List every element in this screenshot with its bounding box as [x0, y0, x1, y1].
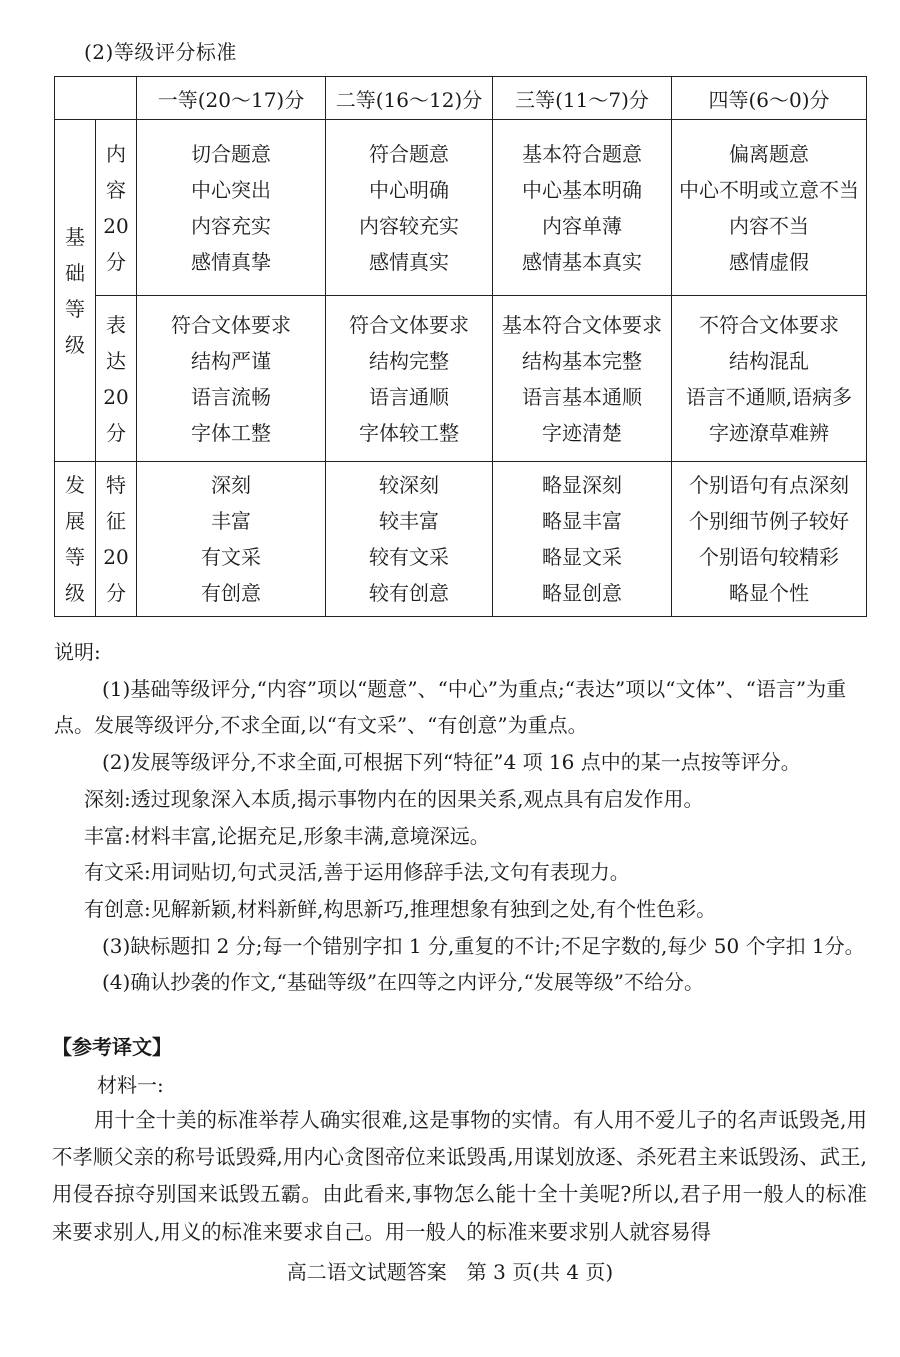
table-row: [55, 296, 867, 462]
table-cell: 符合文体要求 结构严谨 语言流畅 字体工整: [137, 296, 326, 462]
material-title: 材料一:: [97, 1073, 164, 1097]
sub-label-content: 内 容 20 分: [96, 120, 137, 296]
table-cell: 个别语句有点深刻 个别细节例子较好 个别语句较精彩 略显个性: [672, 462, 867, 617]
table-cell: 符合题意 中心明确 内容较充实 感情真实: [326, 120, 493, 296]
table-cell: 偏离题意 中心不明或立意不当 内容不当 感情虚假: [672, 120, 867, 296]
note-item: (4)确认抄袭的作文,“基础等级”在四等之内评分,“发展等级”不给分。: [102, 970, 704, 995]
note-item: (1)基础等级评分,“内容”项以“题意”、“中心”为重点;“表达”项以“文体”、“语言”为重点。发展等级评分,不求全面,以“有文采”、“有创意”为重点。: [54, 676, 847, 738]
note-item: 深刻:透过现象深入本质,揭示事物内在的因果关系,观点具有启发作用。: [84, 786, 704, 811]
table-cell: 略显深刻 略显丰富 略显文采 略显创意: [493, 462, 672, 617]
table-header-row: [55, 77, 867, 120]
table-cell: 不符合文体要求 结构混乱 语言不通顺,语病多 字迹潦草难辨: [672, 296, 867, 462]
translation-paragraph: 用十全十美的标准举荐人确实很难,这是事物的实情。有人用不爱儿子的名声诋毁尧,用不孝顺父亲的称号诋毁舜,用内心贪图帝位来诋毁禹,用谋划放逐、杀死君主来诋毁汤、武王,用侵吞掠夺别国来诋毁五霸。由此看来,事物怎么能十全十美呢?所以,君子用一般人的标准来要求别人,用义的标准来要求自己。用一般人的标准来要求别人就容易得: [52, 1108, 867, 1244]
page-footer: 高二语文试题答案 第 3 页(共 4 页): [286, 1260, 614, 1284]
table-cell: 较深刻 较丰富 较有文采 较有创意: [326, 462, 493, 617]
note-item: 有创意:见解新颖,材料新鲜,构思新巧,推理想象有独到之处,有个性色彩。: [84, 896, 717, 921]
corner-cell: [55, 77, 137, 120]
group-label-basic: 基 础 等 级: [55, 120, 96, 462]
table-cell: 基本符合题意 中心基本明确 内容单薄 感情基本真实: [493, 120, 672, 296]
table-cell: 切合题意 中心突出 内容充实 感情真挚: [137, 120, 326, 296]
note-item: 有文采:用词贴切,句式灵活,善于运用修辞手法,文句有表现力。: [84, 860, 630, 885]
note-item: (2)发展等级评分,不求全面,可根据下列“特征”4 项 16 点中的某一点按等评分。: [102, 750, 801, 775]
table-cell: 深刻 丰富 有文采 有创意: [137, 462, 326, 617]
sub-label-expression: 表 达 20 分: [96, 296, 137, 462]
notes-heading: 说明:: [54, 640, 101, 664]
section-title: (2)等级评分标准: [84, 40, 237, 64]
table-cell: 符合文体要求 结构完整 语言通顺 字体较工整: [326, 296, 493, 462]
group-label-development: 发 展 等 级: [55, 462, 96, 617]
header-grade-3: 三等(11～7)分: [493, 77, 672, 120]
grading-table: [54, 76, 867, 617]
sub-label-feature: 特 征 20 分: [96, 462, 137, 617]
header-grade-4: 四等(6～0)分: [672, 77, 867, 120]
note-item: (3)缺标题扣 2 分;每一个错别字扣 1 分,重复的不计;不足字数的,每少 50 个字扣 1分。: [102, 933, 865, 958]
table-row: [55, 120, 867, 296]
notes-section: [54, 634, 868, 1001]
header-grade-2: 二等(16～12)分: [326, 77, 493, 120]
reference-title: 【参考译文】: [52, 1035, 172, 1059]
note-item: 丰富:材料丰富,论据充足,形象丰满,意境深远。: [84, 823, 490, 848]
translation-text: [52, 1102, 867, 1251]
table-cell: 基本符合文体要求 结构基本完整 语言基本通顺 字迹清楚: [493, 296, 672, 462]
header-grade-1: 一等(20～17)分: [137, 77, 326, 120]
table-row: [55, 462, 867, 617]
